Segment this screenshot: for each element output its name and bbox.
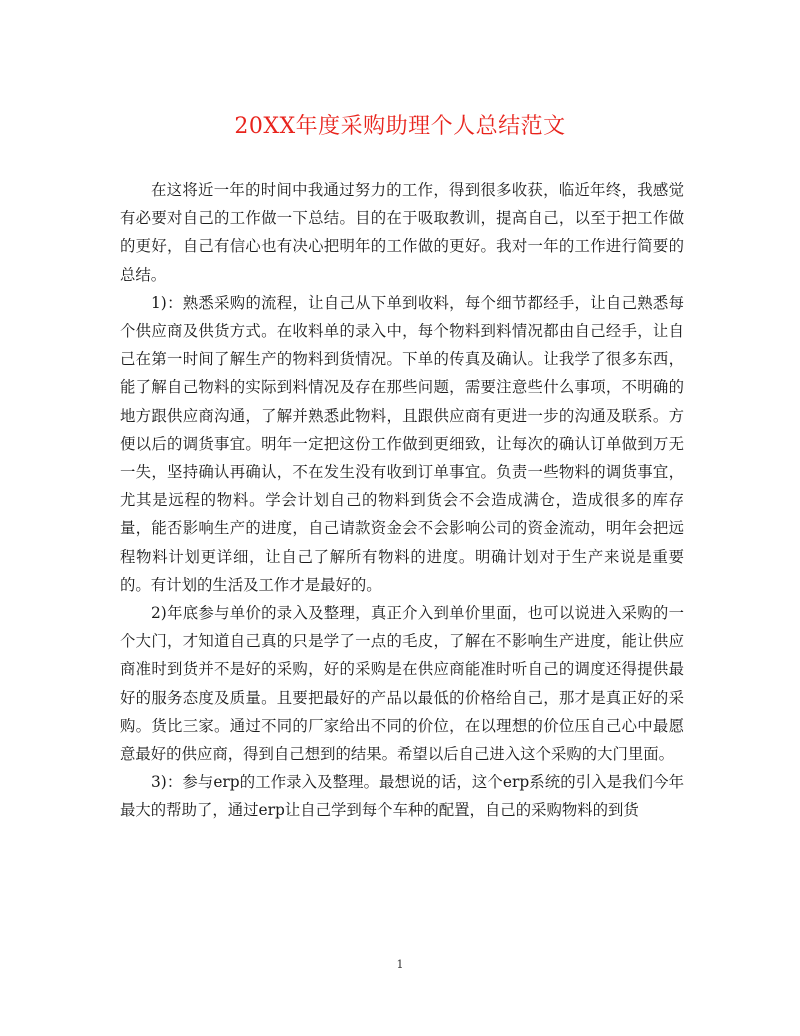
page-number: 1 xyxy=(396,958,404,971)
document-title: 20XX年度采购助理个人总结范文 xyxy=(234,114,566,139)
paragraph-item-1: 1)：熟悉采购的流程，让自己从下单到收料，每个细节都经手，让自己熟悉每个供应商及供货方式。在收料单的录入中，每个物料到料情况都由自己经手，让自己在第一时间了解生产的物料到货情况。下单的传真及确认。让我学了很多东西，能了解自己物料的实际到料情况及存在那些问题，需要注意些什么事项，不明确的地方跟供应商沟通，了解并熟悉此物料，且跟供应商有更进一步的沟通及联系。方便以后的调货事宜。明年一定把这份工作做到更细致，让每次的确认订单做到万无一失，坚持确认再确认，不在发生没有收到订单事宜。负责一些物料的调货事宜，尤其是远程的物料。学会计划自己的物料到货会不会造成满仓，造成很多的库存量，能否影响生产的进度，自己请款资金会不会影响公司的资金流动，明年会把远程物料计划更详细，让自己了解所有物料的进度。明确计划对于生产来说是重要的。有计划的生活及工作才是最好的。 xyxy=(120,293,684,594)
paragraph-item-2: 2)年底参与单价的录入及整理，真正介入到单价里面，也可以说进入采购的一个大门，才知道自己真的只是学了一点的毛皮，了解在不影响生产进度，能让供应商准时到货并不是好的采购，好的采购是在供应商能准时听自己的调度还得提供最好的服务态度及质量。且要把最好的产品以最低的价格给自己，那才是真正好的采购。货比三家。通过不同的厂家给出不同的价位，在以理想的价位压自己心中最愿意最好的供应商，得到自己想到的结果。希望以后自己进入这个采购的大门里面。 xyxy=(120,604,684,764)
paragraph-item-3: 3)：参与erp的工作录入及整理。最想说的话，这个erp系统的引入是我们今年最大的帮助了，通过erp让自己学到每个车种的配置，自己的采购物料的到货 xyxy=(120,773,684,820)
paragraph-intro: 在这将近一年的时间中我通过努力的工作，得到很多收获，临近年终，我感觉有必要对自己的工作做一下总结。目的在于吸取教训，提高自己，以至于把工作做的更好，自己有信心也有决心把明年的工作做的更好。我对一年的工作进行简要的总结。 xyxy=(120,181,684,284)
document-body xyxy=(120,176,684,825)
